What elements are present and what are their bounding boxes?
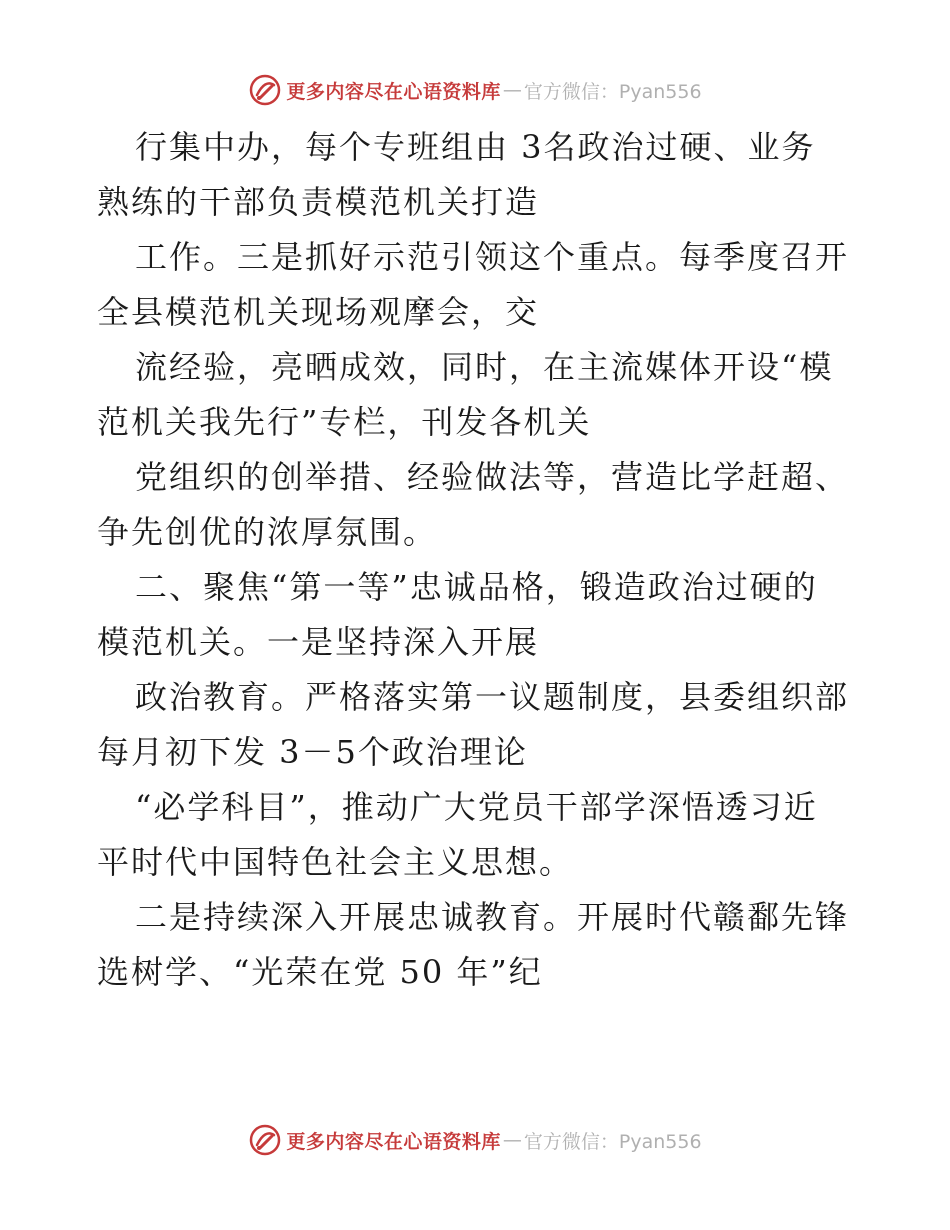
text-line: 范机关我先行”专栏，刊发各机关: [97, 403, 592, 441]
text-line: 每月初下发 3－5个政治理论: [97, 733, 528, 771]
banner-wechat-text: 官方微信：Pyan556: [523, 1130, 702, 1153]
text-line: 党组织的创举措、经验做法等，营造比学赶超、: [135, 458, 850, 496]
brand-logo-icon: [248, 1123, 282, 1157]
banner-separator: —: [502, 79, 522, 101]
banner-brand-text: 更多内容尽在心语资料库: [286, 1130, 501, 1153]
brand-logo-icon: [248, 73, 282, 107]
header-banner: [0, 70, 950, 110]
document-body: [97, 120, 857, 1000]
text-line: 全县模范机关现场观摩会，交: [97, 293, 540, 331]
text-line: 争先创优的浓厚氛围。: [97, 513, 438, 551]
text-line: 模范机关。一是坚持深入开展: [97, 623, 540, 661]
text-line: 二、聚焦“第一等”忠诚品格，锻造政治过硬的: [135, 568, 818, 606]
text-line: 工作。三是抓好示范引领这个重点。每季度召开: [135, 238, 850, 276]
footer-banner: [0, 1120, 950, 1160]
text-line: “必学科目”，推动广大党员干部学深悟透习近: [135, 788, 818, 826]
banner-separator: —: [502, 1129, 522, 1151]
banner-wechat-text: 官方微信：Pyan556: [523, 80, 702, 103]
text-line: 行集中办，每个专班组由 3名政治过硬、业务: [135, 128, 816, 166]
text-line: 平时代中国特色社会主义思想。: [97, 843, 574, 881]
text-line: 选树学、“光荣在党 50 年”纪: [97, 953, 543, 991]
text-line: 流经验，亮晒成效，同时，在主流媒体开设“模: [135, 348, 834, 386]
banner-brand-text: 更多内容尽在心语资料库: [286, 80, 501, 103]
text-line: 政治教育。严格落实第一议题制度，县委组织部: [135, 678, 850, 716]
text-line: 熟练的干部负责模范机关打造: [97, 183, 540, 221]
text-line: 二是持续深入开展忠诚教育。开展时代赣鄱先锋: [135, 898, 850, 936]
